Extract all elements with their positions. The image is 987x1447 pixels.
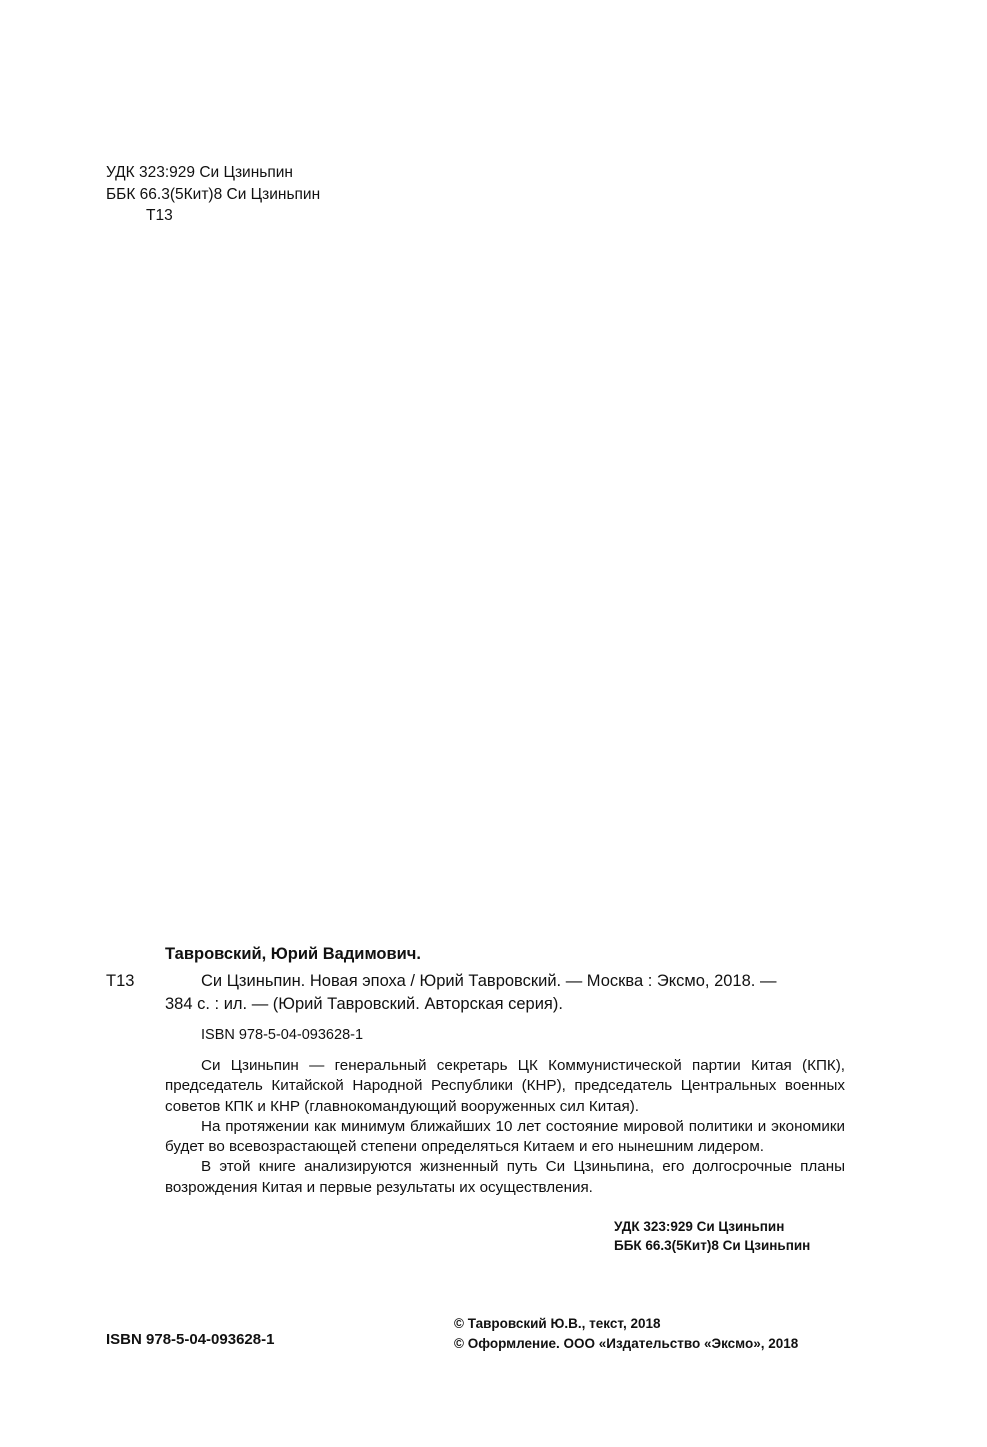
author-mark: Т13 — [106, 972, 135, 990]
title-line: Си Цзиньпин. Новая эпоха / Юрий Тавровский. — Москва : Эксмо, 2018. — — [201, 972, 777, 990]
annotation — [165, 1056, 845, 1198]
annotation-paragraph: Си Цзиньпин — генеральный секретарь ЦК Коммунистической партии Китая (КПК), председатель Китайской Народной Республики (КНР), председатель Центральных военных советов КПК и КНР (главнокомандующий вооруженных сил Китая). — [165, 1057, 845, 1115]
bbk-code-top: ББК 66.3(5Кит)8 Си Цзиньпин — [106, 186, 321, 203]
isbn-record: ISBN 978-5-04-093628-1 — [201, 1027, 364, 1043]
annotation-paragraph: В этой книге анализируются жизненный путь Си Цзиньпина, его долгосрочные планы возрождения Китая и первые результаты их осуществления. — [165, 1158, 845, 1196]
bbk-code-bottom: ББК 66.3(5Кит)8 Си Цзиньпин — [614, 1238, 811, 1253]
author-heading: Тавровский, Юрий Вадимович. — [165, 945, 421, 963]
author-mark-top: Т13 — [146, 207, 173, 224]
udk-code-top: УДК 323:929 Си Цзиньпин — [106, 164, 293, 181]
annotation-paragraph: На протяжении как минимум ближайших 10 лет состояние мировой политики и экономики будет во всевозрастающей степени определяться Китаем и его нынешним лидером. — [165, 1117, 845, 1156]
extent-line: 384 с. : ил. — (Юрий Тавровский. Авторская серия). — [165, 995, 563, 1013]
copyright-text: © Тавровский Ю.В., текст, 2018 — [454, 1316, 661, 1331]
isbn-footer: ISBN 978-5-04-093628-1 — [106, 1331, 275, 1348]
copyright-design: © Оформление. ООО «Издательство «Эксмо», 2018 — [454, 1336, 799, 1351]
udk-code-bottom: УДК 323:929 Си Цзиньпин — [614, 1219, 785, 1234]
